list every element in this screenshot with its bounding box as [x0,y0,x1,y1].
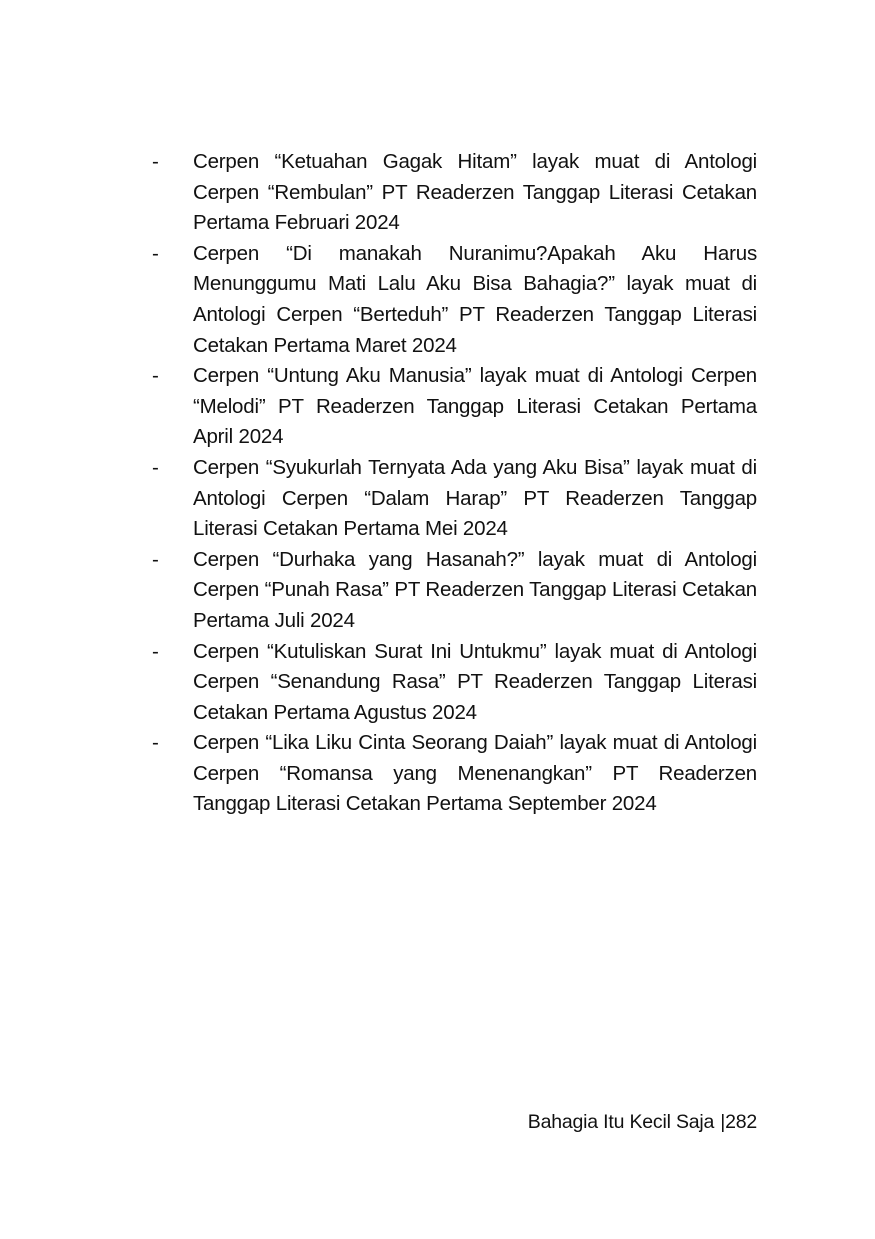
list-item-text: Cerpen “Syukurlah Ternyata Ada yang Aku Bisa” layak muat di Antologi Cerpen “Dalam Harap” PT Readerzen Tanggap Literasi Cetakan Pertama Mei 2024 [193,455,757,541]
book-title: Bahagia Itu Kecil Saja [527,1111,715,1133]
publication-list [152,147,757,820]
list-item-text: Cerpen “Di manakah Nuranimu?Apakah Aku Harus Menunggumu Mati Lalu Aku Bisa Bahagia?” layak muat di Antologi Cerpen “Berteduh” PT Readerzen Tanggap Literasi Cetakan Pertama Maret 2024 [193,241,757,357]
list-item-text: Cerpen “Lika Liku Cinta Seorang Daiah” layak muat di Antologi Cerpen “Romansa yang Menenangkan” PT Readerzen Tanggap Literasi Cetakan Pertama September 2024 [193,731,757,816]
list-item [152,453,757,545]
page-footer [528,1109,757,1135]
page-number: 282 [725,1111,757,1133]
list-item [152,728,757,820]
list-item [152,361,757,453]
dash-bullet-icon: - [152,455,159,479]
footer-separator: | [720,1111,726,1133]
list-item [152,545,757,637]
list-item [152,147,757,239]
list-item-text: Cerpen “Durhaka yang Hasanah?” layak muat di Antologi Cerpen “Punah Rasa” PT Readerzen Tanggap Literasi Cetakan Pertama Juli 2024 [193,547,757,632]
list-item-text: Cerpen “Kutuliskan Surat Ini Untukmu” layak muat di Antologi Cerpen “Senandung Rasa” PT Readerzen Tanggap Literasi Cetakan Pertama Agustus 2024 [193,639,757,724]
dash-bullet-icon: - [152,731,159,755]
dash-bullet-icon: - [152,241,159,265]
dash-bullet-icon: - [152,150,159,173]
dash-bullet-icon: - [152,364,159,388]
list-item-text: Cerpen “Ketuahan Gagak Hitam” layak muat di Antologi Cerpen “Rembulan” PT Readerzen Tanggap Literasi Cetakan Pertama Februari 2024 [193,150,757,235]
list-item [152,239,757,361]
list-item [152,637,757,729]
dash-bullet-icon: - [152,639,159,663]
dash-bullet-icon: - [152,547,159,571]
list-item-text: Cerpen “Untung Aku Manusia” layak muat di Antologi Cerpen “Melodi” PT Readerzen Tanggap Literasi Cetakan Pertama April 2024 [193,364,757,449]
